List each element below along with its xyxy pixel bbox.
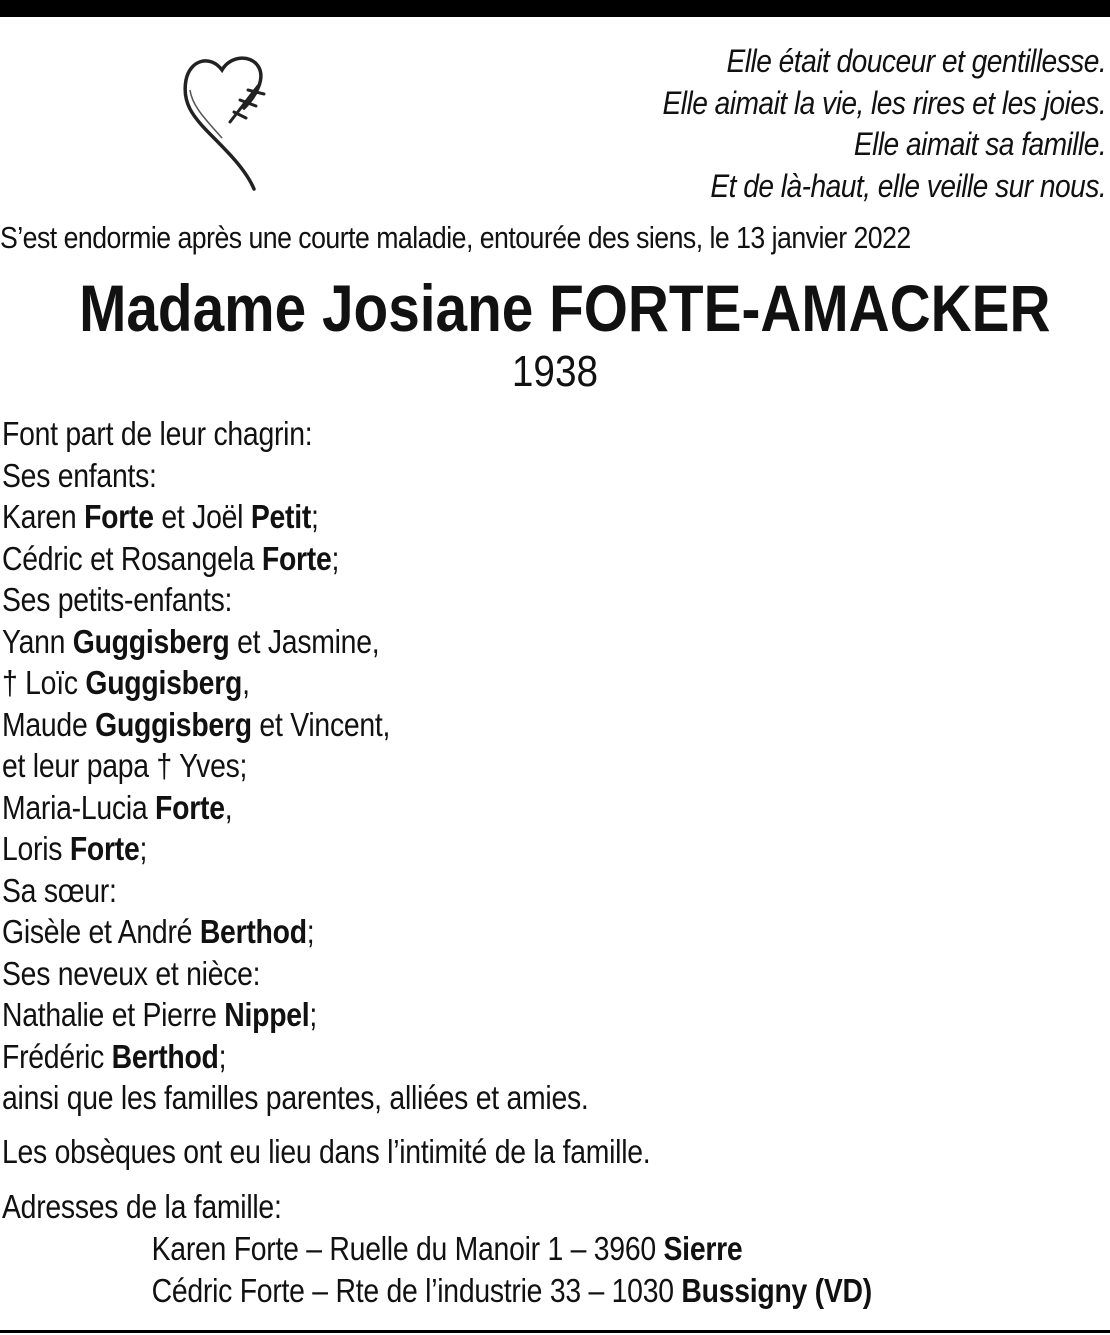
address-line: Cédric Forte – Rte de l’industrie 33 – 1030 Bussigny (VD) [151,1272,872,1309]
list-item: Maria-Lucia Forte, [2,788,233,826]
deceased-name: Madame Josiane FORTE-AMACKER [79,271,1051,345]
list-item: Maude Guggisberg et Vincent, [2,705,391,743]
list-item: Frédéric Berthod; [2,1037,227,1075]
poem-line: Et de là-haut, elle veille sur nous. [710,167,1106,204]
list-item: † Loïc Guggisberg, [2,664,250,701]
nephews-label: Ses neveux et nièce: [2,954,261,992]
addresses-label: Adresses de la famille: [2,1188,282,1225]
poem-line: Elle aimait sa famille. [853,126,1106,162]
list-item: Yann Guggisberg et Jasmine, [2,622,380,660]
closing-line: ainsi que les familles parentes, alliées et amies. [2,1079,589,1116]
address-line: Karen Forte – Ruelle du Manoir 1 – 3960 Sierre [151,1230,743,1267]
top-rule [0,0,1110,17]
birth-year: 1938 [511,347,599,396]
family-list [2,413,589,1119]
sister-label: Sa sœur: [2,871,117,909]
funeral-notice: Les obsèques ont eu lieu dans l’intimité de la famille. [2,1133,651,1170]
poem [662,41,1106,207]
heart-cross-icon [178,50,270,192]
list-item: Cédric et Rosangela Forte; [2,539,340,577]
death-announcement: S’est endormie après une courte maladie, entourée des siens, le 13 janvier 2022 [0,220,911,255]
grandchildren-label: Ses petits-enfants: [2,581,233,618]
children-label: Ses enfants: [2,456,157,494]
family-heading: Font part de leur chagrin: [2,415,313,452]
list-item: et leur papa † Yves; [2,747,248,784]
list-item: Nathalie et Pierre Nippel; [2,996,318,1033]
bottom-rule [0,1330,1110,1333]
poem-line: Elle était douceur et gentillesse. [726,43,1106,79]
list-item: Gisèle et André Berthod; [2,913,315,950]
list-item: Loris Forte; [2,830,148,867]
family-addresses [2,1186,872,1312]
list-item: Karen Forte et Joël Petit; [2,498,319,535]
poem-line: Elle aimait la vie, les rires et les joies. [662,84,1106,121]
